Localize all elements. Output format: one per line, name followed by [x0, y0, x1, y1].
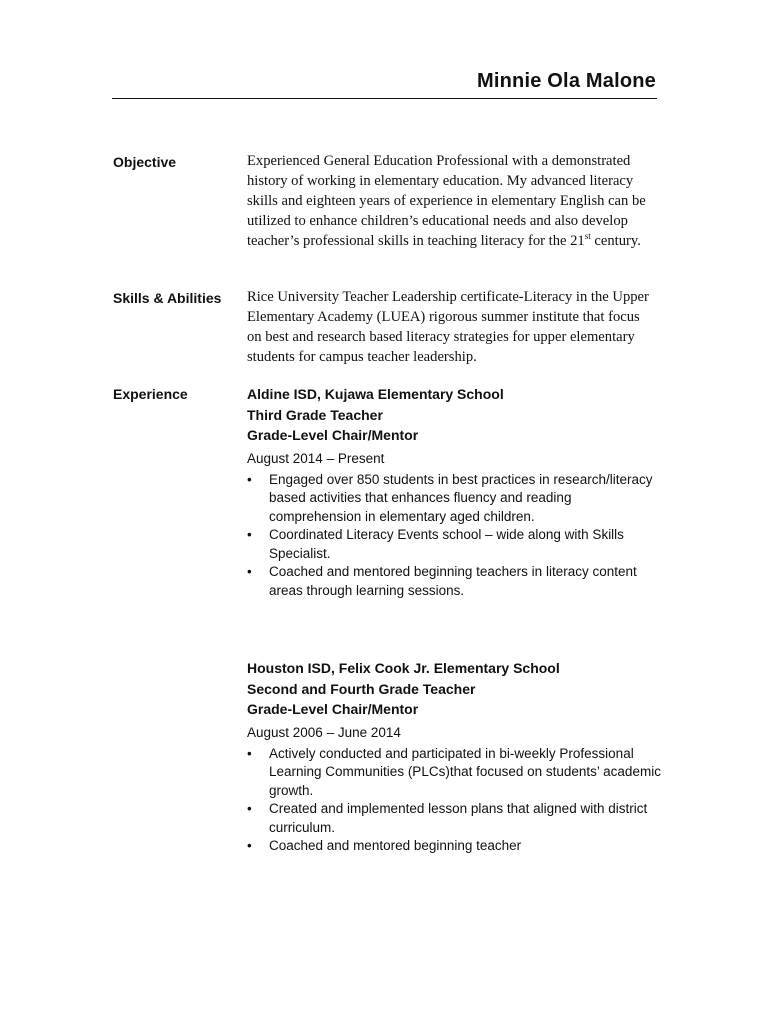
job-bullet — [247, 800, 667, 837]
objective-text — [247, 151, 667, 251]
job-employer: Houston ISD, Felix Cook Jr. Elementary School — [247, 660, 560, 676]
job-role: Grade-Level Chair/Mentor — [247, 427, 419, 443]
objective-text-end: century. — [590, 233, 641, 249]
bullet-marker: • — [247, 527, 252, 542]
job-entry — [247, 384, 667, 600]
job-bullet — [247, 837, 667, 856]
candidate-name: Minnie Ola Malone — [477, 70, 656, 92]
job-bullet — [247, 745, 667, 801]
job-bullet-text: Engaged over 850 students in best practices in research/literacy based activities that enhances fluency and reading comprehension in elementary aged children. — [269, 471, 653, 524]
job-title: Third Grade Teacher — [247, 406, 383, 423]
job-dates: August 2006 – June 2014 — [247, 724, 401, 740]
job-bullet-list — [247, 745, 667, 856]
job-bullet — [247, 563, 667, 600]
job-bullet-text: Actively conducted and participated in bi-weekly Professional Learning Communities (PLCs)that focused on students’ academic growth. — [269, 745, 661, 798]
job-bullet-list — [247, 471, 667, 601]
bullet-marker: • — [247, 838, 252, 853]
job-employer: Aldine ISD, Kujawa Elementary School — [247, 386, 504, 402]
job-bullet-text: Coached and mentored beginning teacher — [269, 838, 522, 853]
bullet-marker: • — [247, 564, 252, 579]
objective-text-main: Experienced General Education Professional with a demonstrated history of working in elementary education. My advanced literacy skills and eighteen years of experience in elementary English can be utilized to enhance children’s educational needs and also develop teacher’s professional skills in teaching literacy for the 21 — [247, 153, 646, 249]
bullet-marker: • — [247, 471, 252, 487]
experience-label: Experience — [113, 386, 188, 402]
job-bullet — [247, 526, 667, 563]
job-bullet — [247, 471, 667, 527]
bullet-marker: • — [247, 745, 252, 761]
skills-label: Skills & Abilities — [113, 290, 222, 306]
objective-text-superscript: st — [584, 231, 591, 242]
job-dates: August 2014 – Present — [247, 450, 385, 466]
job-bullet-text: Created and implemented lesson plans that aligned with district curriculum. — [269, 801, 648, 835]
skills-text: Rice University Teacher Leadership certificate-Literacy in the Upper Elementary Academy (LUEA) rigorous summer institute that focus on best and research based literacy strategies for upper elementary students for campus teacher leadership. — [247, 289, 649, 365]
job-title: Second and Fourth Grade Teacher — [247, 680, 476, 697]
header-divider — [112, 98, 657, 99]
objective-label: Objective — [113, 154, 177, 170]
job-bullet-text: Coordinated Literacy Events school – wide along with Skills Specialist. — [269, 527, 624, 561]
job-bullet-text: Coached and mentored beginning teachers in literacy content areas through learning sessions. — [269, 564, 637, 598]
bullet-marker: • — [247, 801, 252, 816]
job-entry — [247, 658, 667, 856]
job-role: Grade-Level Chair/Mentor — [247, 701, 419, 717]
